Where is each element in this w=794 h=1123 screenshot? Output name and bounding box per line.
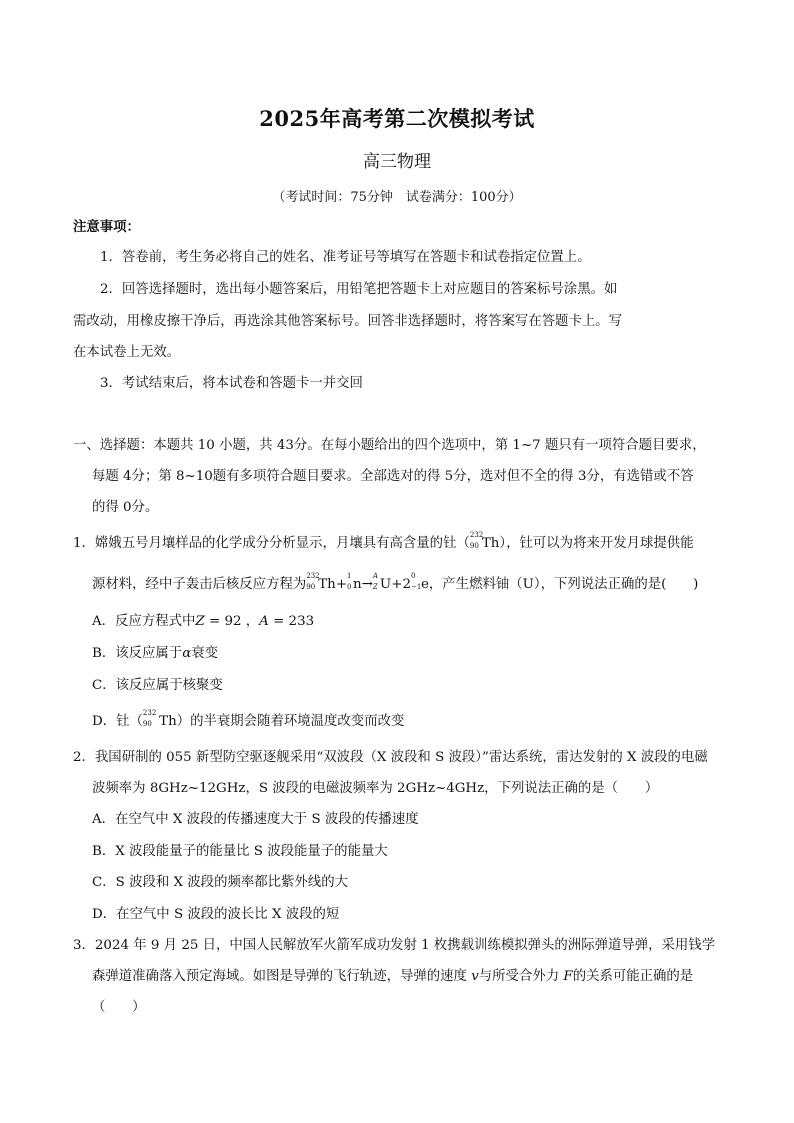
- thorium-symbol: Th: [481, 536, 500, 551]
- question-3-stem-line-1: 3．2024 年 9 月 25 日，中国人民解放军火箭军成功发射 1 枚携载训练模拟弹头的洲际弹道导弹，采用钱学: [73, 938, 716, 953]
- exam-subtitle: 高三物理: [363, 152, 431, 172]
- question-1-option-a[interactable]: A．反应方程式中Z = 92 ，A = 233: [92, 614, 315, 629]
- question-2-option-d[interactable]: D．在空气中 S 波段的波长比 X 波段的短: [92, 907, 340, 922]
- question-2-option-a[interactable]: A．在空气中 X 波段的传播速度大于 S 波段的传播速度: [92, 812, 419, 827]
- question-1-stem-line-1: [73, 531, 694, 553]
- question-1-stem-line-2: [92, 572, 699, 594]
- question-2-option-b[interactable]: B．X 波段能量子的能量比 S 波段能量子的能量大: [92, 844, 388, 859]
- notice-item-1: 1．答卷前，考生务必将自己的姓名、准考证号等填写在答题卡和试卷指定位置上。: [100, 250, 591, 265]
- eq-uranium: U: [379, 577, 392, 592]
- notice-item-3: 3．考试结束后，将本试卷和答题卡一并交回: [100, 376, 363, 391]
- exam-info: （考试时间：75分钟 试卷满分：100分）: [272, 190, 522, 205]
- eq-plus-1: +: [335, 577, 348, 592]
- question-1-option-c[interactable]: C．该反应属于核聚变: [92, 678, 223, 693]
- eq-electron-indices: 0 −1: [410, 572, 422, 591]
- section-1-intro-line-2: 每题 4分；第 8~10题有多项符合题目要求。全部选对的得 5分，选对但不全的得 3分，有选错或不答: [92, 469, 694, 484]
- eq-thorium-indices: 232 90: [306, 572, 320, 591]
- option-d-thorium-indices: 232 90: [142, 709, 157, 728]
- notice-heading: 注意事项：: [73, 219, 140, 235]
- question-1-option-d[interactable]: D．钍（ 232 90 Th）的半衰期会随着环境温度改变而改变: [92, 709, 405, 729]
- alpha-symbol: α: [182, 646, 192, 661]
- exam-title: 2025年高考第二次模拟考试: [259, 106, 535, 131]
- force-symbol: F: [563, 969, 573, 984]
- eq-electron: e: [420, 577, 429, 592]
- question-1-stem-a: 1．嫦娥五号月壤样品的化学成分分析显示，月壤具有高含量的钍（: [73, 536, 470, 551]
- eq-plus-2: +: [391, 577, 403, 592]
- question-1-stem-b: ），钍可以为将来开发月球提供能: [499, 536, 694, 551]
- question-1-option-b[interactable]: B．该反应属于α衰变: [92, 646, 219, 661]
- thorium-nuclide-label: 232 90: [469, 531, 484, 550]
- section-1-intro-line-1: 一、选择题：本题共 10 小题，共 43分。在每小题给出的四个选项中，第 1~7 题只有一项符合题目要求，: [73, 438, 706, 453]
- question-1-stem2-a: 源材料，经中子轰击后核反应方程为: [92, 577, 307, 592]
- eq-arrow: →: [361, 577, 373, 592]
- question-1-stem2-b: ，产生燃料铀（U），下列说法正确的是( ): [428, 577, 699, 592]
- question-3-stem-line-3: （ ）: [92, 1000, 146, 1015]
- eq-uranium-indices: A Z: [372, 572, 378, 591]
- eq-electron-coefficient: 2: [402, 577, 411, 592]
- eq-thorium: Th: [318, 577, 336, 592]
- notice-item-2-line-2: 需改动，用橡皮擦干净后，再选涂其他答案标号。回答非选择题时，将答案写在答题卡上。写: [73, 314, 623, 329]
- question-3-stem-line-2: 森弹道准确落入预定海域。如图是导弹的飞行轨迹，导弹的速度 v与所受合外力 F的关系可能正确的是: [92, 969, 694, 984]
- question-2-stem-line-2: 波频率为 8GHz~12GHz，S 波段的电磁波频率为 2GHz~4GHz，下列说法正确的是（ ）: [92, 781, 659, 796]
- velocity-symbol: v: [471, 969, 479, 984]
- question-2-option-c[interactable]: C．S 波段和 X 波段的频率都比紫外线的大: [92, 875, 348, 890]
- notice-item-2-line-3: 在本试卷上无效。: [73, 345, 181, 360]
- eq-neutron-indices: 1 0: [347, 572, 352, 591]
- question-2-stem-line-1: 2．我国研制的 055 新型防空驱逐舰采用“双波段（X 波段和 S 波段）”雷达系统，雷达发射的 X 波段的电磁: [73, 750, 708, 765]
- notice-item-2-line-1: 2．回答选择题时，选出每小题答案后，用铅笔把答题卡上对应题目的答案标号涂黑。如: [100, 282, 618, 297]
- section-1-intro-line-3: 的得 0分。: [92, 500, 159, 515]
- eq-neutron: n: [353, 577, 362, 592]
